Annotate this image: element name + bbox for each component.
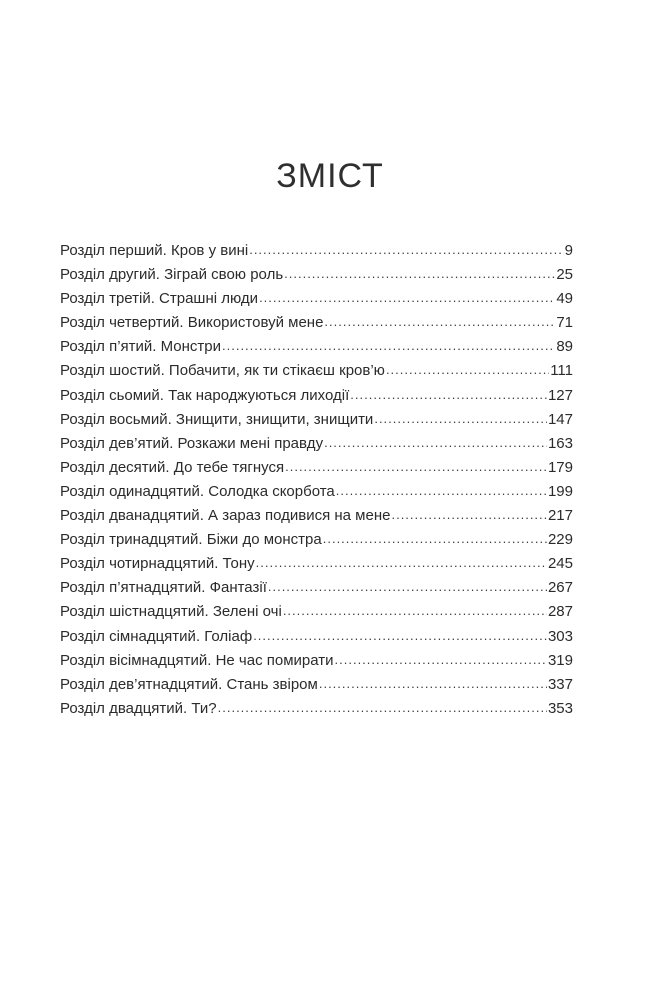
toc-entry-title: Розділ тринадцятий. Біжи до монстра bbox=[60, 531, 322, 549]
toc-entry bbox=[60, 384, 573, 408]
toc-entry bbox=[60, 456, 573, 480]
toc-entry-title: Розділ другий. Зіграй свою роль bbox=[60, 266, 284, 284]
toc-entry-title: Розділ одинадцятий. Солодка скорбота bbox=[60, 482, 335, 500]
toc-entry bbox=[60, 311, 573, 335]
toc-entry-title: Розділ сьомий. Так народжуються лиходії bbox=[60, 386, 350, 404]
toc-page-number: 179 bbox=[547, 458, 573, 476]
toc-page-number: 127 bbox=[547, 386, 573, 404]
toc-page-number: 199 bbox=[547, 482, 573, 500]
toc-list bbox=[60, 239, 573, 721]
toc-entry-title: Розділ четвертий. Використовуй мене bbox=[60, 314, 324, 332]
toc-dot-leader bbox=[323, 527, 547, 551]
toc-dot-leader bbox=[259, 286, 555, 310]
toc-page-number: 9 bbox=[564, 242, 573, 259]
toc-heading: ЗМІСТ bbox=[276, 157, 384, 195]
toc-page-number: 71 bbox=[556, 314, 573, 332]
toc-dot-leader bbox=[268, 575, 547, 599]
toc-entry bbox=[60, 649, 573, 673]
toc-dot-leader bbox=[218, 696, 547, 720]
toc-dot-leader bbox=[324, 310, 555, 334]
toc-dot-leader bbox=[256, 551, 547, 575]
toc-entry bbox=[60, 528, 573, 552]
toc-page-number: 303 bbox=[547, 627, 573, 645]
toc-page-number: 25 bbox=[556, 266, 573, 284]
toc-entry-title: Розділ третій. Страшні люди bbox=[60, 290, 259, 308]
toc-entry bbox=[60, 673, 573, 697]
toc-dot-leader bbox=[222, 334, 555, 358]
toc-page-number: 319 bbox=[547, 651, 573, 669]
toc-entry-title: Розділ десятий. До тебе тягнуся bbox=[60, 458, 285, 476]
toc-dot-leader bbox=[249, 238, 563, 262]
toc-page-number: 217 bbox=[547, 507, 573, 525]
toc-page-number: 163 bbox=[547, 434, 573, 452]
toc-entry-title: Розділ чотирнадцятий. Тону bbox=[60, 555, 255, 573]
toc-entry bbox=[60, 697, 573, 721]
toc-dot-leader bbox=[324, 431, 547, 455]
toc-page-number: 337 bbox=[547, 675, 573, 693]
toc-entry-title: Розділ восьмий. Знищити, знищити, знищити bbox=[60, 410, 374, 428]
toc-page-number: 267 bbox=[547, 579, 573, 597]
toc-page-number: 287 bbox=[547, 603, 573, 621]
toc-dot-leader bbox=[284, 262, 555, 286]
toc-entry bbox=[60, 239, 573, 263]
toc-page-number: 353 bbox=[547, 699, 573, 717]
toc-entry bbox=[60, 359, 573, 383]
toc-page-number: 89 bbox=[556, 338, 573, 356]
toc-entry bbox=[60, 504, 573, 528]
toc-entry bbox=[60, 263, 573, 287]
toc-entry-title: Розділ вісімнадцятий. Не час помирати bbox=[60, 651, 334, 669]
toc-dot-leader bbox=[335, 648, 547, 672]
toc-entry bbox=[60, 408, 573, 432]
toc-entry bbox=[60, 335, 573, 359]
toc-entry-title: Розділ сімнадцятий. Голіаф bbox=[60, 627, 253, 645]
toc-entry bbox=[60, 480, 573, 504]
toc-dot-leader bbox=[336, 479, 547, 503]
toc-dot-leader bbox=[283, 599, 547, 623]
toc-dot-leader bbox=[319, 672, 547, 696]
toc-entry-title: Розділ дев’ятнадцятий. Стань звіром bbox=[60, 675, 318, 693]
toc-entry bbox=[60, 600, 573, 624]
toc-entry bbox=[60, 576, 573, 600]
toc-dot-leader bbox=[391, 503, 547, 527]
toc-page-number: 111 bbox=[550, 362, 573, 380]
toc-entry-title: Розділ п’ятий. Монстри bbox=[60, 338, 221, 356]
toc-page-number: 147 bbox=[547, 410, 573, 428]
toc-entry-title: Розділ дванадцятий. А зараз подивися на мене bbox=[60, 507, 391, 525]
toc-entry bbox=[60, 432, 573, 456]
toc-dot-leader bbox=[253, 624, 547, 648]
toc-entry bbox=[60, 625, 573, 649]
toc-page-number: 229 bbox=[547, 531, 573, 549]
toc-entry-title: Розділ двадцятий. Ти? bbox=[60, 699, 217, 717]
toc-entry bbox=[60, 287, 573, 311]
toc-entry-title: Розділ перший. Кров у вині bbox=[60, 242, 249, 259]
toc-page-number: 49 bbox=[556, 290, 573, 308]
toc-entry-title: Розділ дев’ятий. Розкажи мені правду bbox=[60, 434, 324, 452]
toc-entry-title: Розділ п’ятнадцятий. Фантазії bbox=[60, 579, 267, 597]
toc-dot-leader bbox=[386, 358, 549, 382]
toc-entry bbox=[60, 552, 573, 576]
toc-entry-title: Розділ шостий. Побачити, як ти стікаєш кров’ю bbox=[60, 362, 385, 380]
toc-dot-leader bbox=[374, 407, 547, 431]
toc-dot-leader bbox=[350, 383, 547, 407]
toc-page-number: 245 bbox=[547, 555, 573, 573]
toc-dot-leader bbox=[285, 455, 547, 479]
toc-entry-title: Розділ шістнадцятий. Зелені очі bbox=[60, 603, 282, 621]
